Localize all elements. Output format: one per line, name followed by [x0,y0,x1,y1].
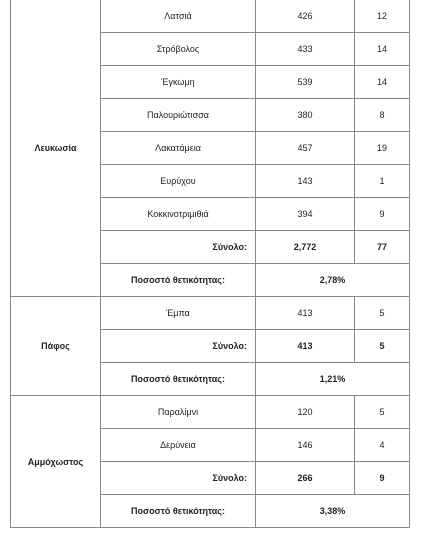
total-label: Σύνολο: [101,330,256,363]
count-b: 4 [355,429,410,462]
region-name: Αμμόχωστος [11,396,101,528]
count-b: 19 [355,132,410,165]
place-name: Παλουριώτισσα [101,99,256,132]
place-name: Στρόβολος [101,33,256,66]
total-a: 413 [256,330,355,363]
count-b: 5 [355,396,410,429]
positivity-table [10,0,410,528]
total-a: 2,772 [256,231,355,264]
place-name: Παραλίμνι [101,396,256,429]
count-b: 5 [355,297,410,330]
count-b: 14 [355,33,410,66]
count-b: 9 [355,198,410,231]
place-name: Ευρύχου [101,165,256,198]
total-b: 5 [355,330,410,363]
region-name: Λευκωσία [11,0,101,297]
positivity-label: Ποσοστό θετικότητας: [101,363,256,396]
count-a: 457 [256,132,355,165]
count-a: 433 [256,33,355,66]
count-b: 8 [355,99,410,132]
region-name: Πάφος [11,297,101,396]
count-a: 146 [256,429,355,462]
place-name: Δερύνεια [101,429,256,462]
count-b: 12 [355,0,410,33]
total-b: 77 [355,231,410,264]
place-name: Έγκωμη [101,66,256,99]
count-b: 14 [355,66,410,99]
positivity-label: Ποσοστό θετικότητας: [101,264,256,297]
place-name: Κοκκινοτριμιθιά [101,198,256,231]
count-a: 426 [256,0,355,33]
place-name: Λακατάμεια [101,132,256,165]
total-a: 266 [256,462,355,495]
table-row [11,297,410,330]
positivity-label: Ποσοστό θετικότητας: [101,495,256,528]
positivity-value: 2,78% [256,264,410,297]
count-a: 539 [256,66,355,99]
place-name: Έμπα [101,297,256,330]
total-label: Σύνολο: [101,462,256,495]
count-a: 143 [256,165,355,198]
positivity-value: 1,21% [256,363,410,396]
count-a: 413 [256,297,355,330]
count-a: 394 [256,198,355,231]
place-name: Λατσιά [101,0,256,33]
count-b: 1 [355,165,410,198]
total-label: Σύνολο: [101,231,256,264]
total-b: 9 [355,462,410,495]
table-row [11,396,410,429]
count-a: 120 [256,396,355,429]
positivity-value: 3,38% [256,495,410,528]
table-row [11,0,410,33]
count-a: 380 [256,99,355,132]
